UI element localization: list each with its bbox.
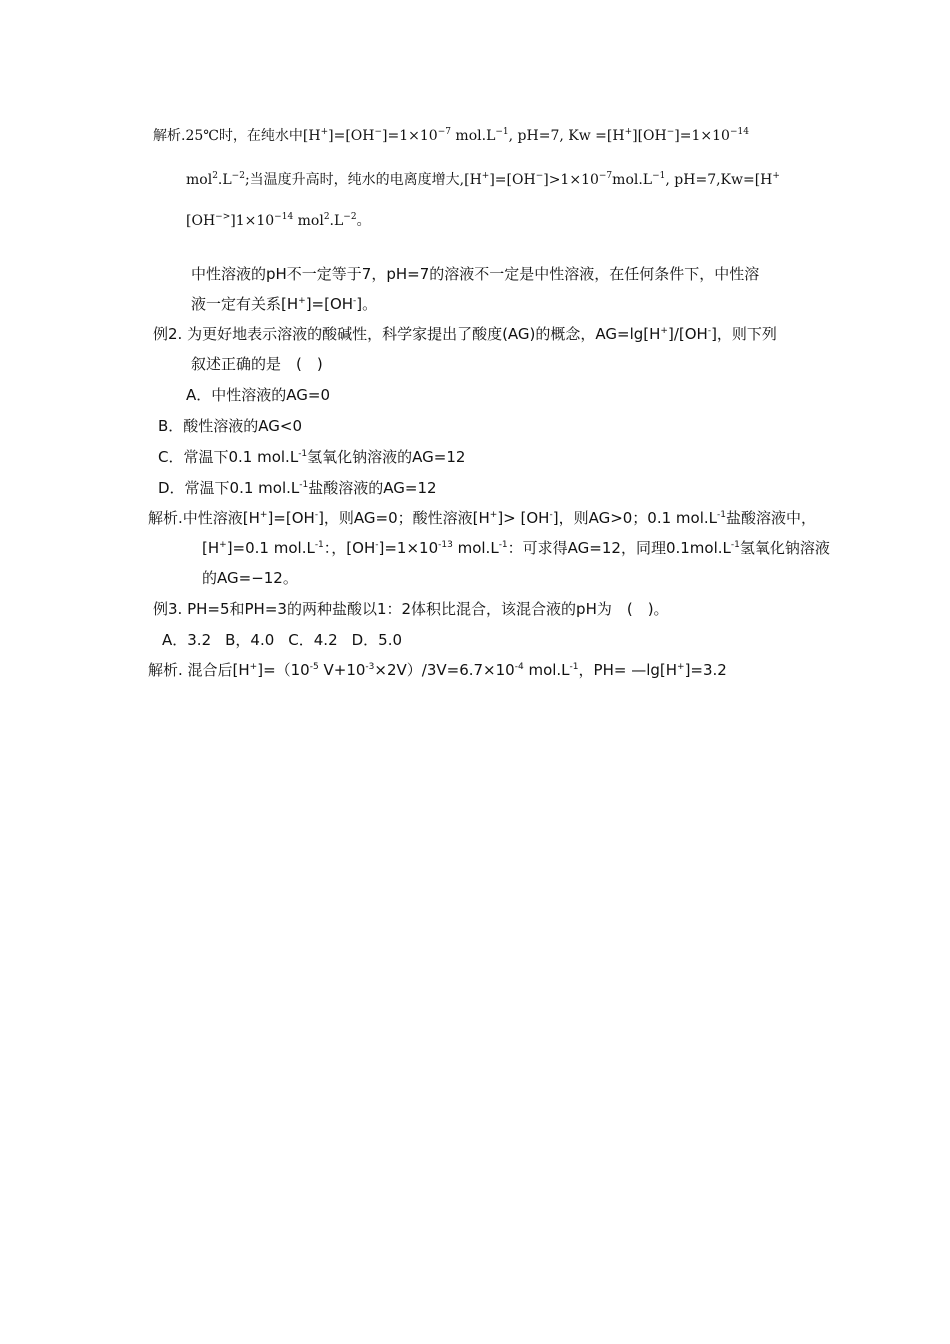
example2-option-c: C．常温下0.1 $mol.L^{-1}$氢氧化钠溶液的AG=12 [158,448,466,466]
analysis2-line2: [H+]=0.1 $mol.L^{-1}$：，$[OH^-]=1\times 10^{-13}$ $mol.L^{-1}$：可求得AG=12，同理$0.1mol.L^{-1}$氢氧化钠溶液 [202,539,830,557]
example3-option-b: B，4.0 [225,631,275,649]
example2-question-line2: 叙述正确的是 ( ) [191,355,323,373]
example3-option-d: D．5.0 [351,631,403,649]
analysis1-line1: 解析.25℃时，在纯水中$[H^+]=[OH^-]=1\times 10^{-7}$ $mol.L^{-1}$, pH=7, $Kw =[H^+][OH^-]=1\times 10^{-14}$ [153,127,749,144]
analysis2-line3: 的AG=−12。 [202,569,298,587]
analysis1-line3: $[OH^{->}]1\times 10^{-14}$ $mol^2.L^{-2}$。 [186,212,371,229]
note-line1: 中性溶液的pH不一定等于7，pH=7的溶液不一定是中性溶液，在任何条件下，中性溶 [191,265,760,283]
example3-option-a: A．3.2 [162,631,212,649]
example2-option-a: A．中性溶液的AG=0 [186,386,330,404]
example2-question-line1: 例2. 为更好地表示溶液的酸碱性，科学家提出了酸度(AG)的概念，AG=lg[H+]/[OH-]，则下列 [153,325,777,343]
note-line2: 液一定有关系[H+]=[OH-]。 [191,295,378,313]
example2-option-b: B．酸性溶液的AG<0 [158,417,303,435]
example3-option-c: C．4.2 [288,631,338,649]
analysis3-line1: 解析. 混合后$[H^+]=(10^{-5}$ $V+10^{-3}\times 2V)/3V=6.7\times 10^{-4}$ $mol.L^{-1}$，PH= —lg[H+]=3.2 [148,661,727,679]
analysis2-line1: 解析.中性溶液[H+]=[OH-]，则AG=0；酸性溶液[H+]> [OH-]，则AG>0；0.1 $mol.L^{-1}$盐酸溶液中， [148,509,817,527]
example3-question: 例3. PH=5和PH=3的两种盐酸以1：2体积比混合，该混合液的pH为 ( )。 [153,600,669,618]
example3-options [162,630,402,650]
example2-option-d: D．常温下0.1 $mol.L^{-1}$盐酸溶液的AG=12 [158,479,437,497]
analysis1-line2: $mol^2.L^{-2}$;当温度升高时，纯水的电离度增大$,[H^+]=[OH^-]>1\times 10^{-7}mol.L^{-1}$, pH=7,Kw=[H+ [186,171,780,188]
